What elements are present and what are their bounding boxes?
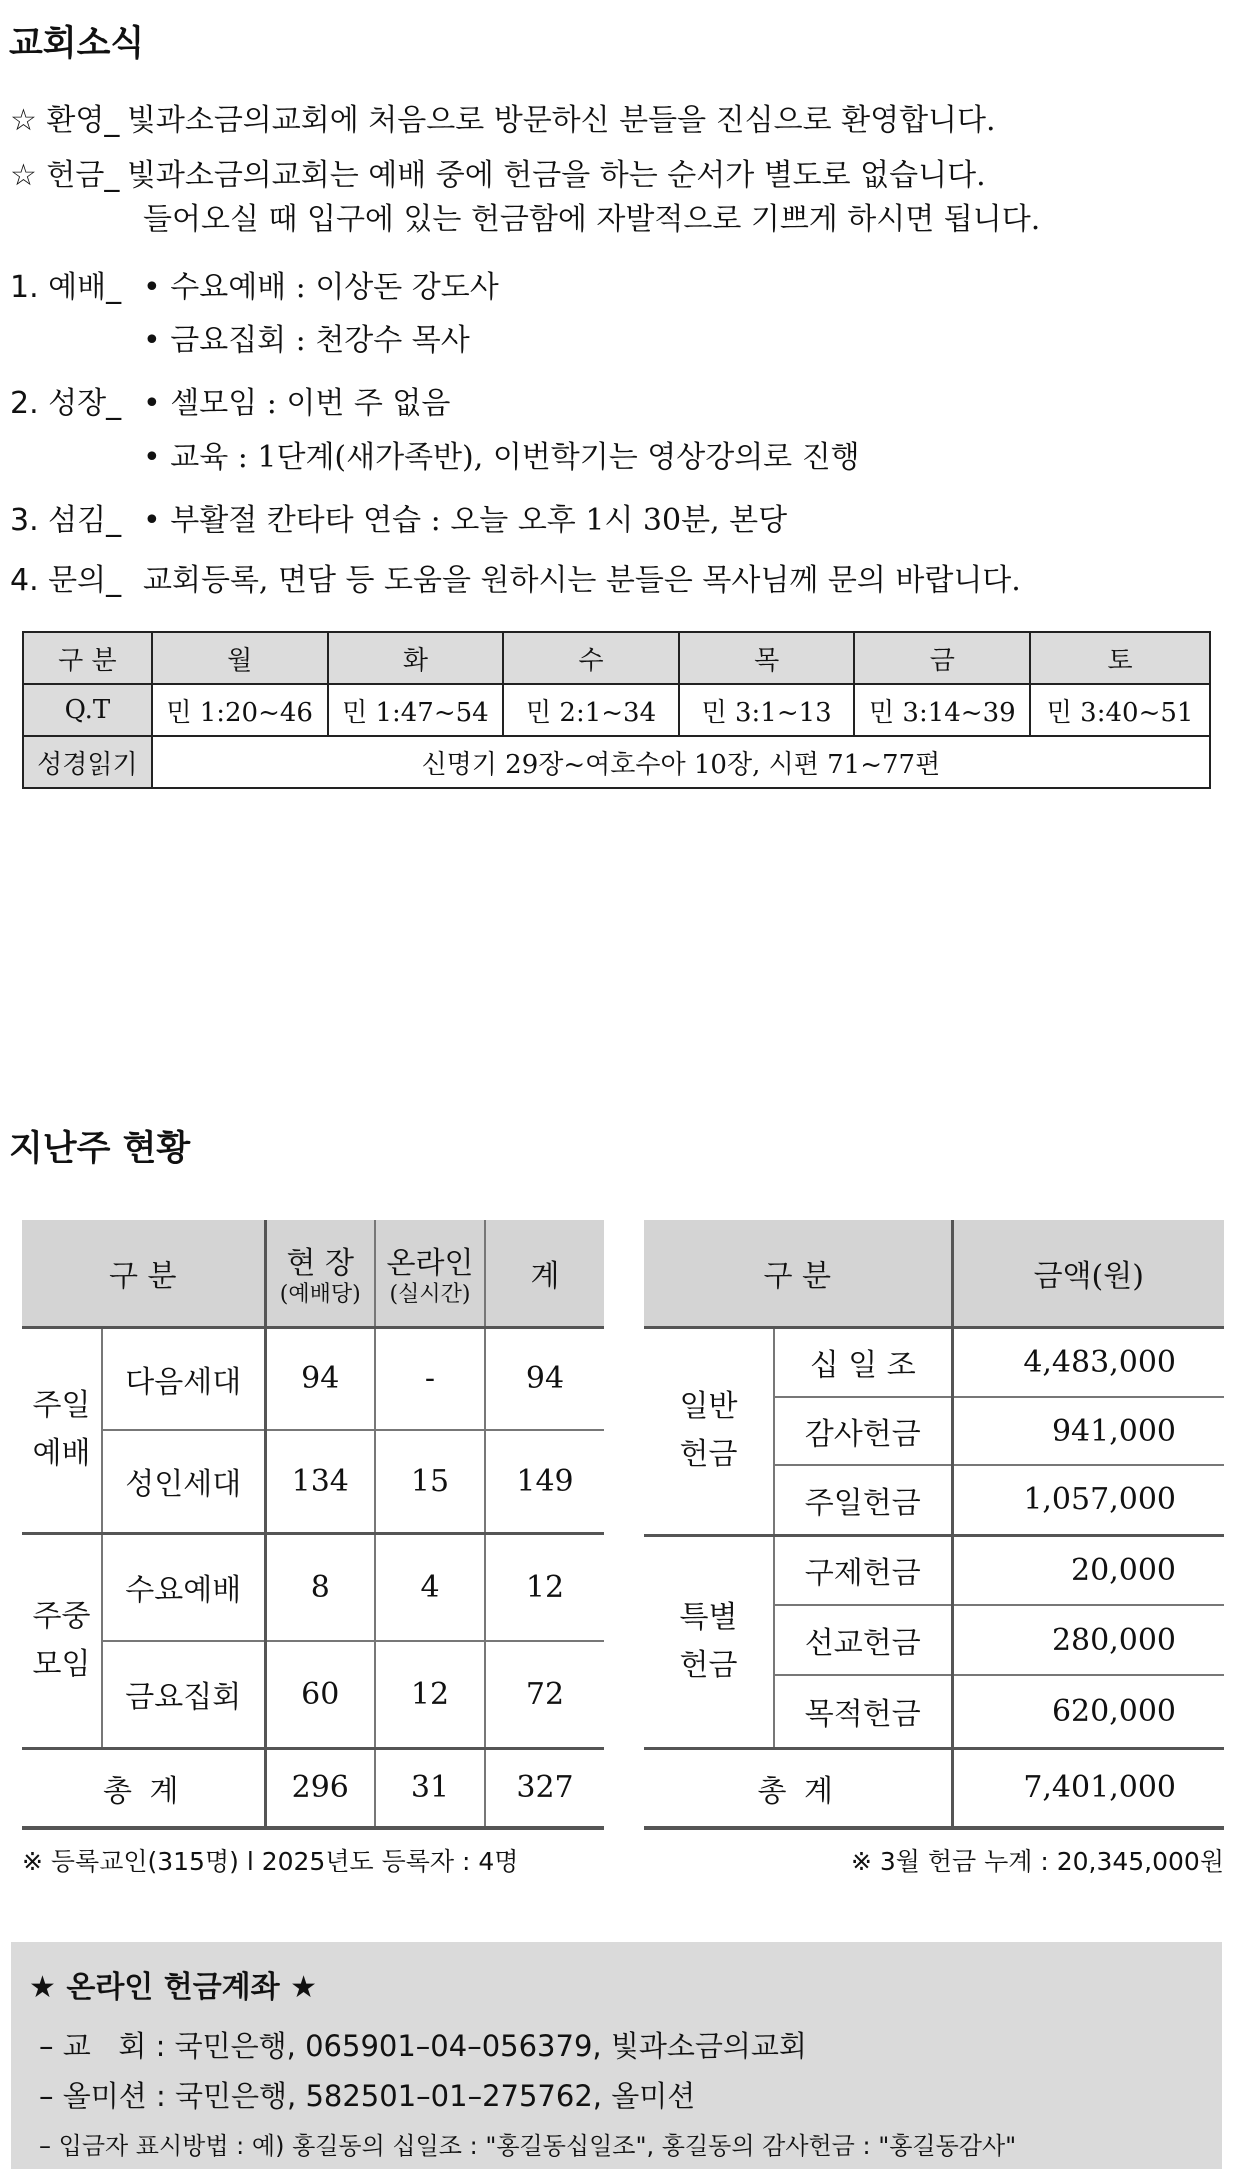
qt-wed: 민 2:1~34	[503, 684, 679, 736]
bank-church-account: – 교 회 : 국민은행, 065901–04–056379, 빛과소금의교회	[39, 2029, 807, 2063]
table-row	[22, 1327, 604, 1430]
qt-mon: 민 1:20~46	[152, 684, 328, 736]
offering-text-1: 빛과소금의교회는 예배 중에 헌금을 하는 순서가 별도로 없습니다.	[126, 158, 986, 193]
offering-note: ※ 3월 헌금 누계 : 20,345,000원	[850, 1847, 1224, 1876]
row-total: 12	[485, 1533, 604, 1641]
row-online: 4	[375, 1533, 485, 1641]
offering-header-amount: 금액(원)	[952, 1220, 1224, 1327]
table-row	[22, 1430, 604, 1533]
row-amount: 280,000	[952, 1605, 1224, 1675]
general-group-label: 일반 헌금	[644, 1327, 774, 1535]
item-1-line-1: • 수요예배 : 이상돈 강도사	[143, 270, 499, 305]
attendance-total-online: 31	[375, 1748, 485, 1828]
table-row	[22, 1533, 604, 1641]
qt-tue: 민 1:47~54	[328, 684, 504, 736]
attendance-header-category: 구 분	[22, 1220, 265, 1327]
row-total: 72	[485, 1641, 604, 1748]
item-2-line-1: • 셀모임 : 이번 주 없음	[143, 386, 451, 421]
row-online: 12	[375, 1641, 485, 1748]
row-onsite: 8	[265, 1533, 375, 1641]
row-name: 주일헌금	[774, 1465, 952, 1535]
schedule-header-row	[23, 632, 1210, 684]
reading-schedule-table	[22, 631, 1211, 789]
qt-label: Q.T	[23, 684, 152, 736]
row-name: 선교헌금	[774, 1605, 952, 1675]
bank-title: ★ 온라인 헌금계좌 ★	[29, 1970, 317, 2005]
schedule-header-fri: 금	[854, 632, 1030, 684]
attendance-note: ※ 등록교인(315명) l 2025년도 등록자 : 4명	[22, 1847, 519, 1876]
schedule-bible-row	[23, 736, 1210, 788]
item-3-line-1: • 부활절 칸타타 연습 : 오늘 오후 1시 30분, 본당	[143, 503, 788, 538]
offering-table	[644, 1220, 1224, 1830]
offering-total-label: 총 계	[644, 1748, 952, 1828]
attendance-total-label: 총 계	[22, 1748, 265, 1828]
item-2-line-2: • 교육 : 1단계(새가족반), 이번학기는 영상강의로 진행	[143, 440, 860, 475]
attendance-total-all: 327	[485, 1748, 604, 1828]
attendance-total-row	[22, 1748, 604, 1828]
offering-text-2: 들어오실 때 입구에 있는 헌금함에 자발적으로 기쁘게 하시면 됩니다.	[143, 202, 1041, 237]
item-1-line-2: • 금요집회 : 천강수 목사	[143, 323, 470, 358]
qt-fri: 민 3:14~39	[854, 684, 1030, 736]
offering-total-row	[644, 1748, 1224, 1828]
special-group-label: 특별 헌금	[644, 1535, 774, 1748]
item-2-label: 2. 성장_	[10, 386, 122, 421]
schedule-header-mon: 월	[152, 632, 328, 684]
table-row	[644, 1327, 1224, 1397]
row-name: 십 일 조	[774, 1327, 952, 1397]
welcome-line	[10, 95, 996, 139]
row-amount: 941,000	[952, 1397, 1224, 1465]
row-total: 94	[485, 1327, 604, 1430]
offering-label: ☆ 헌금_	[10, 158, 120, 193]
schedule-header-category: 구 분	[23, 632, 152, 684]
row-name: 금요집회	[102, 1641, 265, 1748]
row-name: 다음세대	[102, 1327, 265, 1430]
row-online: -	[375, 1327, 485, 1430]
onsite-sub: (예배당)	[279, 1281, 361, 1307]
online-label: 온라인	[386, 1245, 474, 1281]
row-amount: 620,000	[952, 1675, 1224, 1748]
schedule-header-tue: 화	[328, 632, 504, 684]
offering-header-row	[644, 1220, 1224, 1327]
row-online: 15	[375, 1430, 485, 1533]
row-total: 149	[485, 1430, 604, 1533]
attendance-total-onsite: 296	[265, 1748, 375, 1828]
welcome-label: ☆ 환영_	[10, 103, 120, 138]
row-name: 감사헌금	[774, 1397, 952, 1465]
offering-total-amount: 7,401,000	[952, 1748, 1224, 1828]
news-title: 교회소식	[9, 24, 145, 64]
row-name: 구제헌금	[774, 1535, 952, 1605]
item-3-label: 3. 섬김_	[10, 503, 122, 538]
attendance-header-onsite	[265, 1220, 375, 1327]
item-4-label: 4. 문의_	[10, 563, 122, 598]
attendance-header-online	[375, 1220, 485, 1327]
bible-label: 성경읽기	[23, 736, 152, 788]
schedule-qt-row	[23, 684, 1210, 736]
offering-line	[10, 150, 986, 194]
row-onsite: 134	[265, 1430, 375, 1533]
bank-allmission-account: – 올미션 : 국민은행, 582501–01–275762, 올미션	[39, 2079, 696, 2113]
row-onsite: 60	[265, 1641, 375, 1748]
row-amount: 20,000	[952, 1535, 1224, 1605]
row-amount: 1,057,000	[952, 1465, 1224, 1535]
online-sub: (실시간)	[389, 1281, 471, 1307]
schedule-header-wed: 수	[503, 632, 679, 684]
row-amount: 4,483,000	[952, 1327, 1224, 1397]
bank-depositor-guide: – 입금자 표시방법 : 예) 홍길동의 십일조 : "홍길동십일조", 홍길동의 감사헌금 : "홍길동감사"	[39, 2132, 1017, 2160]
midweek-group-label: 주중 모임	[22, 1533, 102, 1748]
qt-sat: 민 3:40~51	[1030, 684, 1210, 736]
schedule-header-sat: 토	[1030, 632, 1210, 684]
table-row	[22, 1641, 604, 1748]
schedule-header-thu: 목	[679, 632, 855, 684]
stats-title: 지난주 현황	[9, 1129, 191, 1169]
item-4-line-1: 교회등록, 면담 등 도움을 원하시는 분들은 목사님께 문의 바랍니다.	[143, 563, 1021, 598]
row-onsite: 94	[265, 1327, 375, 1430]
online-offering-accounts	[11, 1942, 1222, 2169]
bible-range: 신명기 29장~여호수아 10장, 시편 71~77편	[152, 736, 1210, 788]
item-1-label: 1. 예배_	[10, 270, 122, 305]
offering-header-category: 구 분	[644, 1220, 952, 1327]
qt-thu: 민 3:1~13	[679, 684, 855, 736]
attendance-table	[22, 1220, 604, 1830]
table-row	[644, 1535, 1224, 1605]
row-name: 목적헌금	[774, 1675, 952, 1748]
attendance-header-total: 계	[485, 1220, 604, 1327]
attendance-header-row	[22, 1220, 604, 1327]
welcome-text: 빛과소금의교회에 처음으로 방문하신 분들을 진심으로 환영합니다.	[126, 103, 996, 138]
row-name: 수요예배	[102, 1533, 265, 1641]
sunday-group-label: 주일 예배	[22, 1327, 102, 1533]
row-name: 성인세대	[102, 1430, 265, 1533]
onsite-label: 현 장	[286, 1245, 354, 1281]
